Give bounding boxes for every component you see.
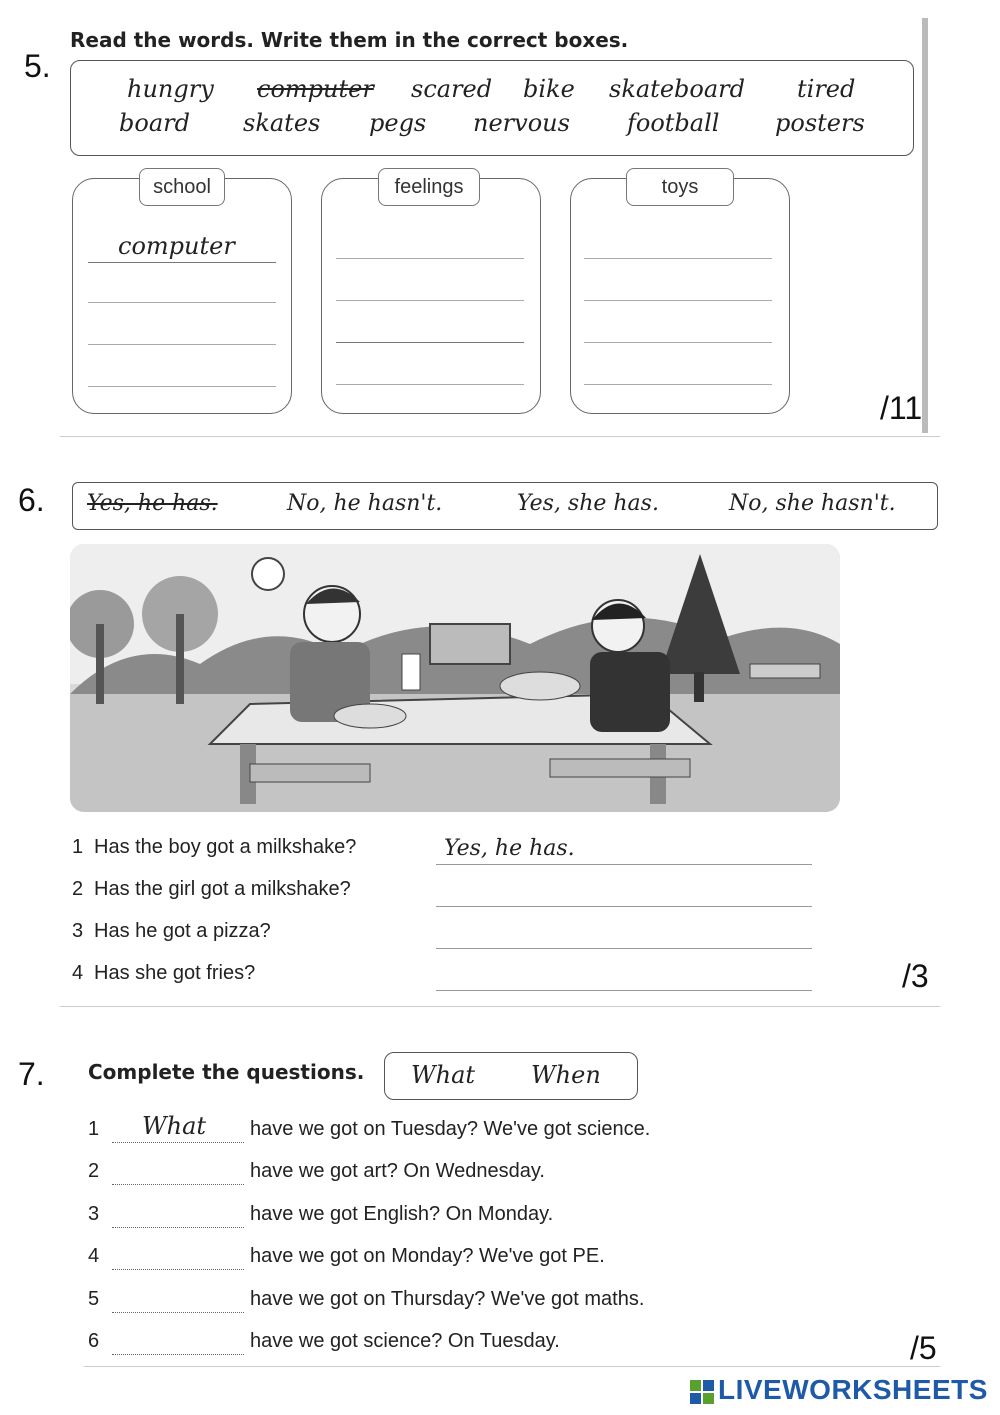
question-text: have we got art? On Wednesday. [250, 1160, 545, 1182]
exercise-5-number: 5. [24, 48, 51, 84]
answer-line[interactable] [336, 258, 524, 259]
category-label-toys: toys [626, 168, 734, 206]
row-number: 5 [88, 1288, 100, 1310]
blank-line[interactable] [112, 1269, 244, 1270]
answer-line[interactable] [436, 906, 812, 907]
blank-line[interactable] [112, 1142, 244, 1143]
school-answer-1[interactable]: computer [118, 232, 235, 260]
answer-line[interactable] [584, 258, 772, 259]
answer-line[interactable] [436, 990, 812, 991]
exercise-5-score: /11 [880, 390, 923, 426]
liveworksheets-logo[interactable]: LIVEWORKSHEETS [718, 1374, 988, 1405]
answer-line[interactable] [584, 300, 772, 301]
word-bank-item: skateboard [609, 75, 745, 103]
option: No, he hasn't. [287, 491, 443, 516]
word-bank-item: bike [523, 75, 575, 103]
section-divider [60, 436, 940, 437]
exercise-6-number: 6. [18, 482, 45, 518]
answer-1[interactable]: Yes, he has. [444, 836, 575, 861]
blank-line[interactable] [112, 1227, 244, 1228]
answer-line[interactable] [88, 344, 276, 345]
option: No, she hasn't. [729, 491, 896, 516]
word-bank-item: scared [411, 75, 493, 103]
section-divider [84, 1366, 940, 1367]
word-bank-item: hungry [127, 75, 214, 103]
category-box-school [72, 178, 292, 414]
exercise-6-score: /3 [902, 958, 929, 994]
word-choice-box [384, 1052, 638, 1100]
answer-line[interactable] [436, 864, 812, 865]
answer-line[interactable] [584, 342, 772, 343]
question-text: have we got on Tuesday? We've got science. [250, 1118, 651, 1140]
word-bank-item: nervous [473, 109, 570, 137]
word-bank-item: pegs [369, 109, 427, 137]
question-text: have we got English? On Monday. [250, 1203, 554, 1225]
picnic-scene-svg [70, 544, 840, 812]
word-bank-item: skates [243, 109, 321, 137]
word-bank-item: board [119, 109, 190, 137]
row-number: 6 [88, 1330, 100, 1352]
exercise-7-title: Complete the questions. [88, 1060, 365, 1084]
answer-line[interactable] [336, 300, 524, 301]
liveworksheets-icon [690, 1380, 714, 1404]
answer-options-box [72, 482, 938, 530]
word-bank [70, 60, 914, 156]
answer-line[interactable] [584, 384, 772, 385]
section-divider [60, 1006, 940, 1007]
blank-line[interactable] [112, 1354, 244, 1355]
answer-line[interactable] [436, 948, 812, 949]
exercise-7-score: /5 [910, 1330, 937, 1366]
option: Yes, she has. [517, 491, 659, 516]
category-label-feelings: feelings [378, 168, 480, 206]
option-used: Yes, he has. [87, 491, 218, 516]
row-number: 2 [88, 1160, 100, 1182]
answer-line[interactable] [336, 342, 524, 343]
word-bank-item: tired [797, 75, 856, 103]
word-bank-item: posters [775, 109, 865, 137]
exercise-5-title: Read the words. Write them in the correct boxes. [70, 28, 629, 52]
question-4: 4 Has she got fries? [72, 962, 256, 984]
question-3: 3 Has he got a pizza? [72, 920, 271, 942]
answer-line[interactable] [88, 262, 276, 263]
question-text: have we got science? On Tuesday. [250, 1330, 560, 1352]
word-bank-item: football [627, 109, 720, 137]
page-edge [922, 18, 928, 433]
category-box-feelings [321, 178, 541, 414]
row-number: 3 [88, 1203, 100, 1225]
word-bank-item-used: computer [257, 75, 374, 103]
row-number: 1 [88, 1118, 100, 1140]
question-2: 2 Has the girl got a milkshake? [72, 878, 351, 900]
answer-line[interactable] [336, 384, 524, 385]
exercise-7-number: 7. [18, 1056, 45, 1092]
question-1: 1 Has the boy got a milkshake? [72, 836, 357, 858]
picnic-illustration [70, 544, 840, 812]
answer-line[interactable] [88, 386, 276, 387]
blank-line[interactable] [112, 1312, 244, 1313]
question-text: have we got on Thursday? We've got maths. [250, 1288, 645, 1310]
choice: When [531, 1061, 601, 1089]
choice: What [411, 1061, 476, 1089]
answer-line[interactable] [88, 302, 276, 303]
category-box-toys [570, 178, 790, 414]
blank-answer-1[interactable]: What [142, 1112, 207, 1140]
question-text: have we got on Monday? We've got PE. [250, 1245, 605, 1267]
blank-line[interactable] [112, 1184, 244, 1185]
row-number: 4 [88, 1245, 100, 1267]
category-label-school: school [139, 168, 225, 206]
